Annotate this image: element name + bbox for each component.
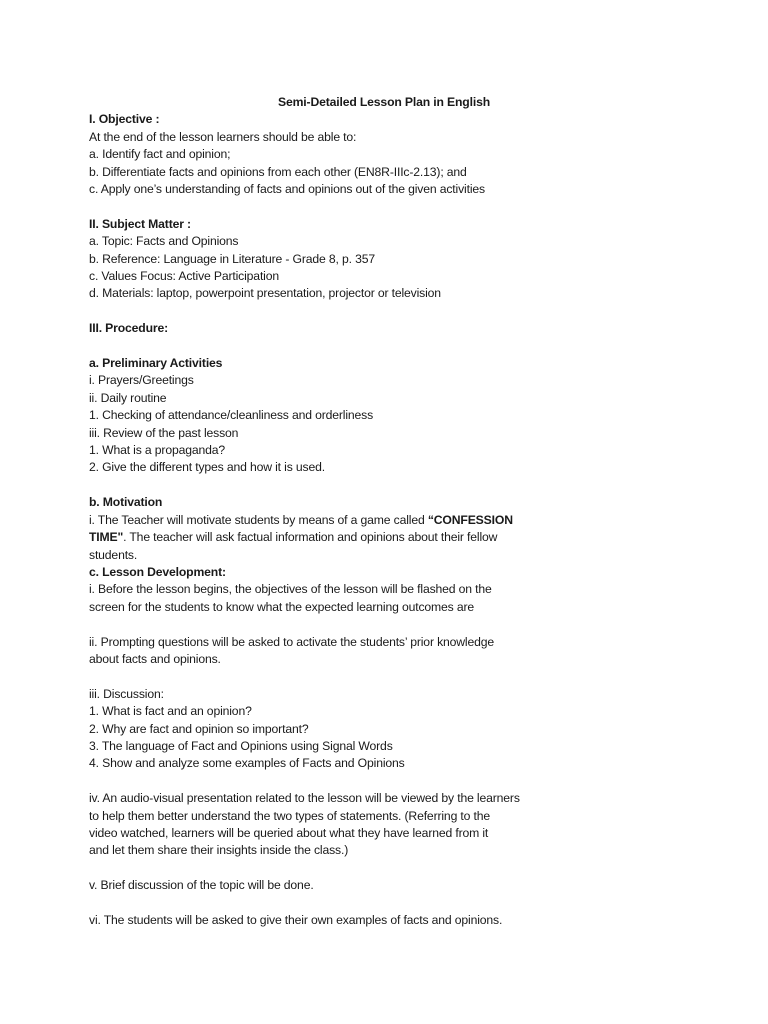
spacer <box>89 338 728 355</box>
subject-matter-item: d. Materials: laptop, powerpoint presentation, projector or television <box>89 286 441 301</box>
preliminary-item: 2. Give the different types and how it is used. <box>89 460 325 475</box>
motivation-game-name: “CONFESSION <box>427 512 513 527</box>
lesson-development-heading: c. Lesson Development: <box>89 564 226 579</box>
document-title-text: Semi-Detailed Lesson Plan in English <box>278 95 490 109</box>
objective-heading: I. Objective : <box>89 112 160 127</box>
motivation-line <box>89 512 728 529</box>
lesson-development-line: and let them share their insights inside the class.) <box>89 843 349 858</box>
lesson-development-line: i. Before the lesson begins, the objectives of the lesson will be flashed on the <box>89 582 492 597</box>
lesson-development-line: vi. The students will be asked to give their own examples of facts and opinions. <box>89 912 503 927</box>
motivation-heading: b. Motivation <box>89 495 163 510</box>
lesson-development-line: video watched, learners will be queried about what they have learned from it <box>89 825 489 840</box>
motivation-text: . The teacher will ask factual information and opinions about their fellow <box>123 530 498 545</box>
preliminary-item: i. Prayers/Greetings <box>89 373 194 388</box>
lesson-development-line: about facts and opinions. <box>89 651 221 666</box>
spacer <box>89 773 728 790</box>
spacer <box>89 198 728 215</box>
spacer <box>89 895 728 912</box>
motivation-text: i. The Teacher will motivate students by means of a game called <box>89 512 428 527</box>
spacer <box>89 668 728 685</box>
subject-matter-item: b. Reference: Language in Literature - Grade 8, p. 357 <box>89 251 375 266</box>
objective-item: c. Apply one’s understanding of facts and opinions out of the given activities <box>89 182 485 197</box>
motivation-game-name: TIME" <box>89 530 124 545</box>
lesson-development-line: v. Brief discussion of the topic will be done. <box>89 878 314 893</box>
preliminary-item: 1. What is a propaganda? <box>89 443 225 458</box>
lesson-development-line: iv. An audio-visual presentation related to the lesson will be viewed by the learners <box>89 791 520 806</box>
spacer <box>89 616 728 633</box>
spacer <box>89 860 728 877</box>
preliminary-item: ii. Daily routine <box>89 390 167 405</box>
preliminary-item: 1. Checking of attendance/cleanliness and orderliness <box>89 408 374 423</box>
discussion-line: 3. The language of Fact and Opinions using Signal Words <box>89 738 393 753</box>
motivation-line <box>89 529 728 546</box>
spacer <box>89 477 728 494</box>
subject-matter-heading: II. Subject Matter : <box>89 216 191 231</box>
discussion-line: 2. Why are fact and opinion so important? <box>89 721 309 736</box>
document-title <box>89 94 679 111</box>
objective-item: a. Identify fact and opinion; <box>89 147 231 162</box>
objective-intro: At the end of the lesson learners should be able to: <box>89 129 357 144</box>
objective-item: b. Differentiate facts and opinions from each other (EN8R-IIIc-2.13); and <box>89 164 467 179</box>
lesson-development-line: to help them better understand the two types of statements. (Referring to the <box>89 808 491 823</box>
lesson-development-line: screen for the students to know what the expected learning outcomes are <box>89 599 474 614</box>
motivation-line: students. <box>89 547 138 562</box>
lesson-development-line: ii. Prompting questions will be asked to activate the students’ prior knowledge <box>89 634 495 649</box>
spacer <box>89 303 728 320</box>
subject-matter-item: c. Values Focus: Active Participation <box>89 269 279 284</box>
discussion-line: 1. What is fact and an opinion? <box>89 704 252 719</box>
subject-matter-item: a. Topic: Facts and Opinions <box>89 234 239 249</box>
discussion-line: iii. Discussion: <box>89 686 164 701</box>
preliminary-heading: a. Preliminary Activities <box>89 356 223 371</box>
discussion-line: 4. Show and analyze some examples of Facts and Opinions <box>89 756 405 771</box>
procedure-heading: III. Procedure: <box>89 321 169 336</box>
preliminary-item: iii. Review of the past lesson <box>89 425 239 440</box>
